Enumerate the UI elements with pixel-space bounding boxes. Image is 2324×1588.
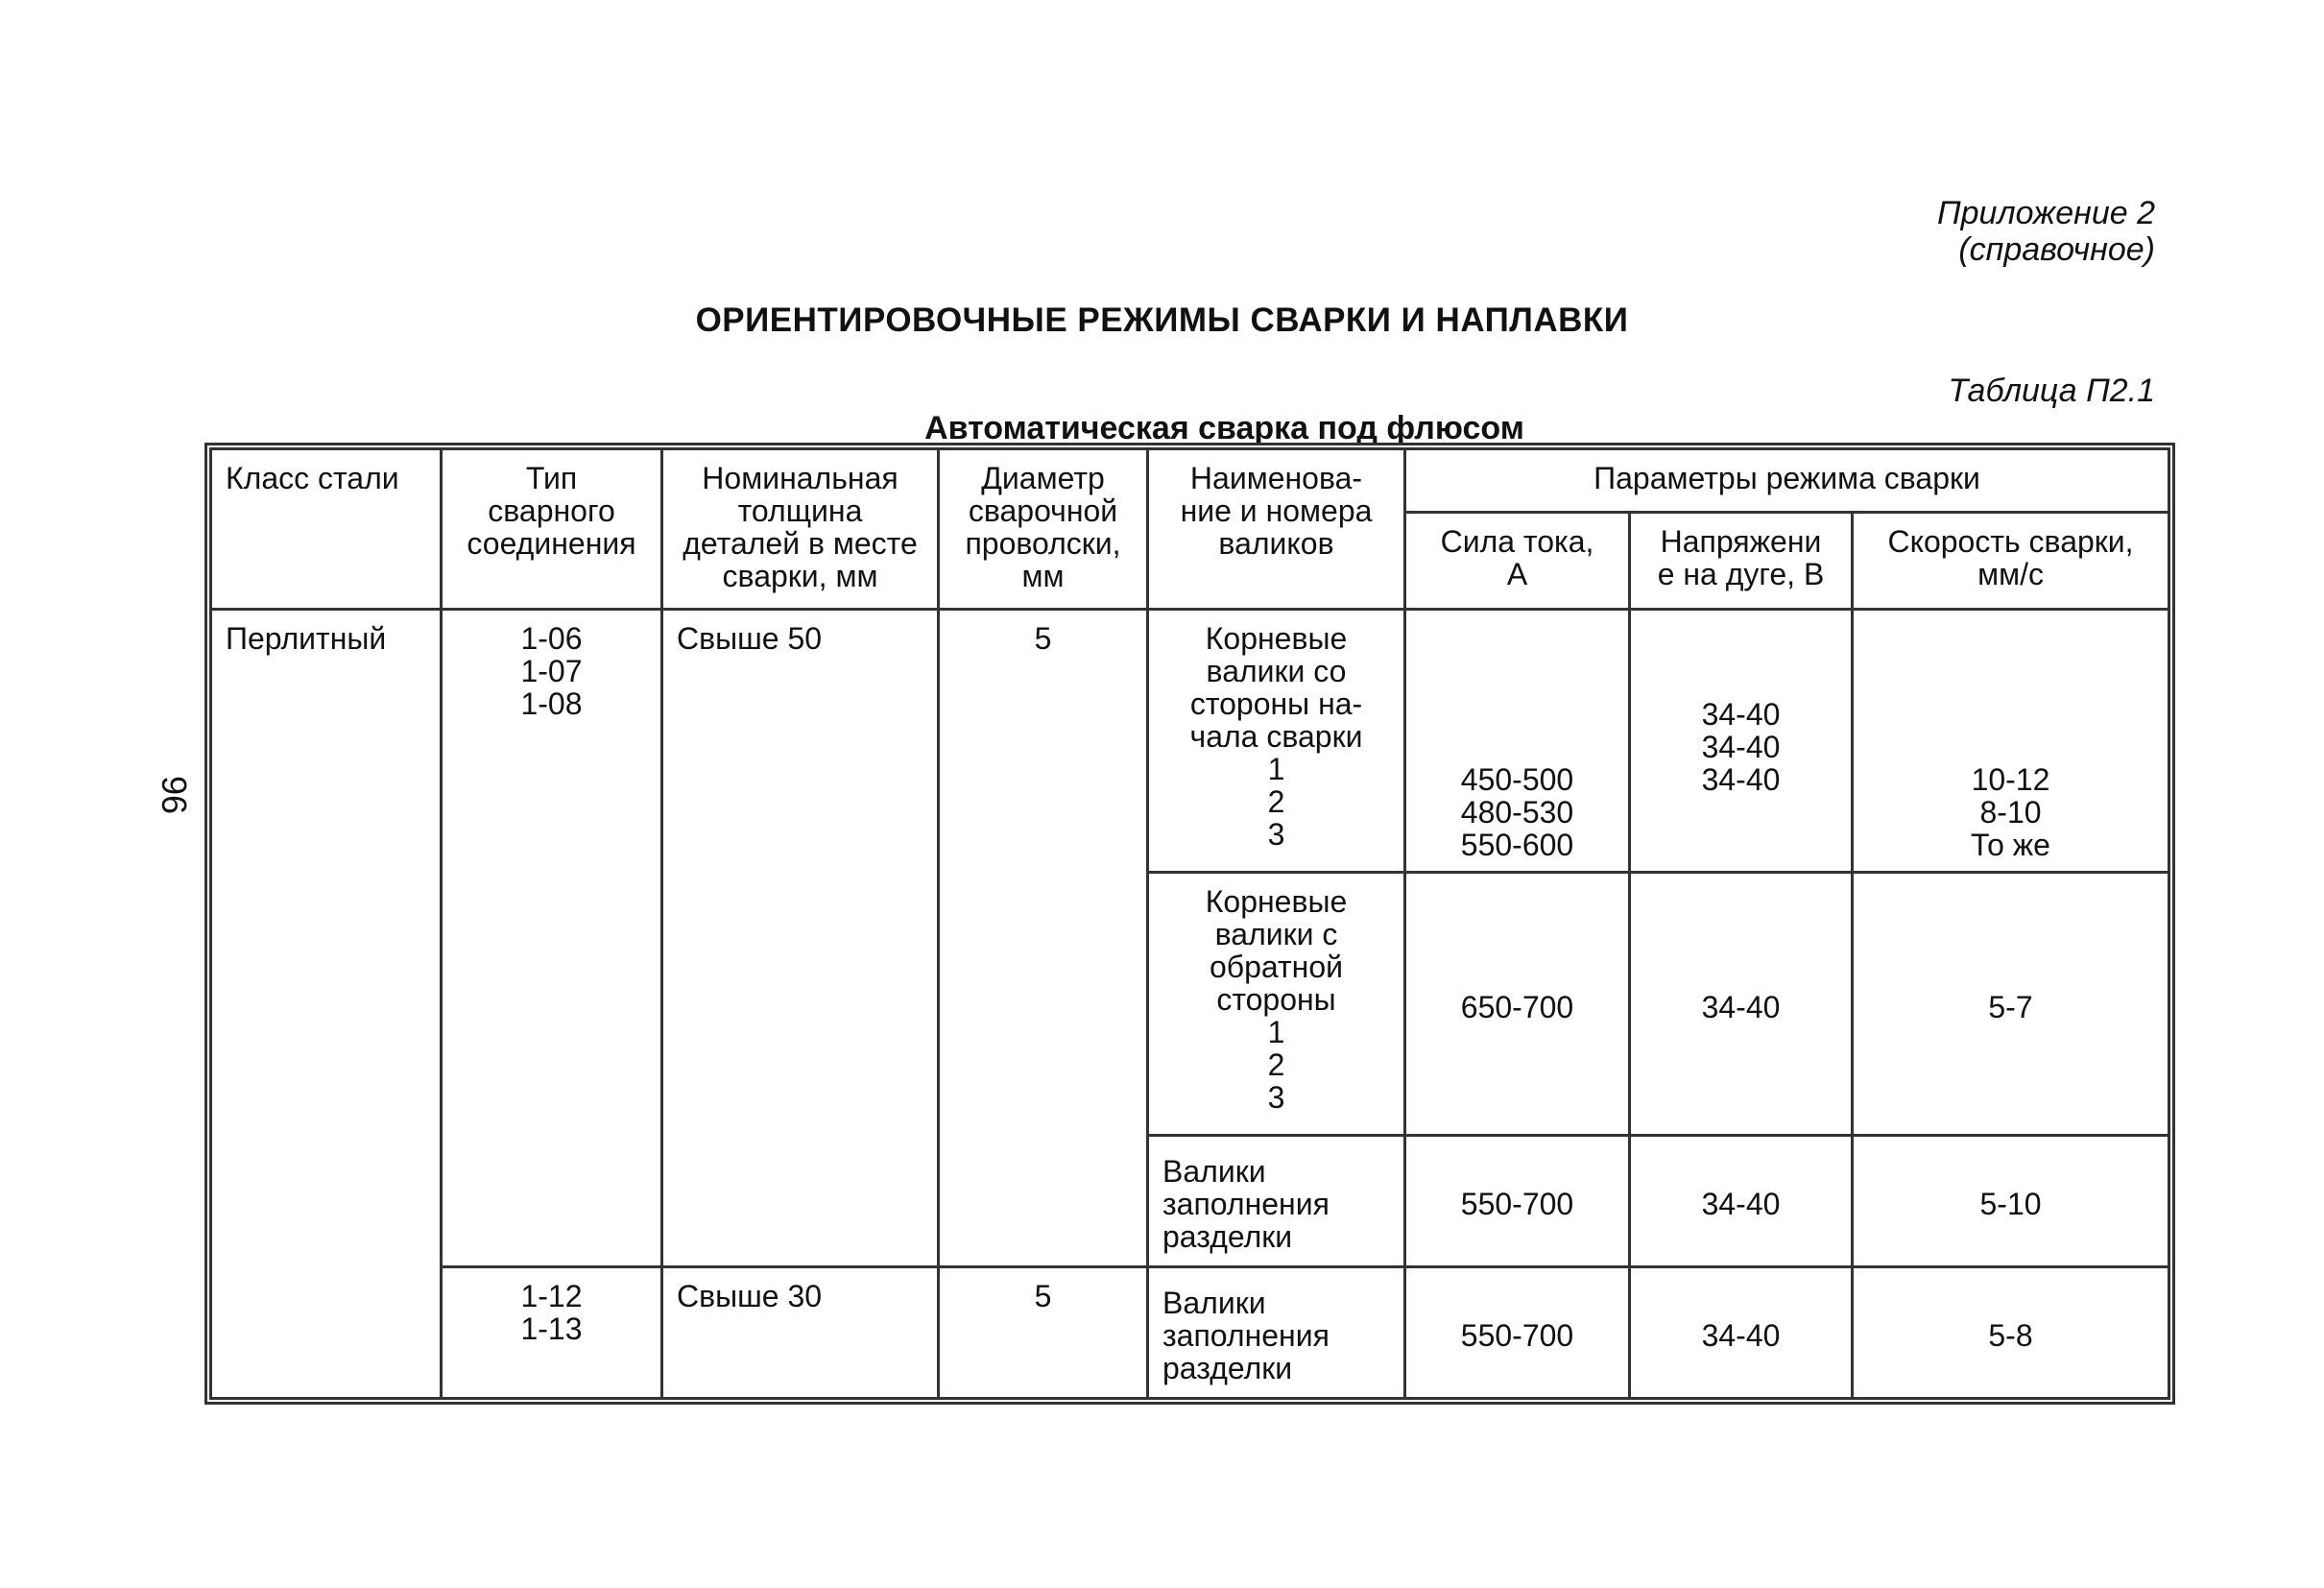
joint-type-cell: 1-06 1-07 1-08 (442, 610, 662, 1267)
voltage-cell: 34-40 (1630, 873, 1853, 1136)
speed-cell: 5-10 (1853, 1136, 2169, 1267)
speed-cell: 5-7 (1853, 873, 2169, 1136)
wire-diameter-cell: 5 (939, 1267, 1148, 1399)
current-cell: 550-700 (1405, 1136, 1630, 1267)
speed-cell: 10-12 8-10 То же (1853, 610, 2169, 873)
current-cell: 650-700 (1405, 873, 1630, 1136)
voltage-cell: 34-40 34-40 34-40 (1630, 610, 1853, 873)
thickness-cell: Свыше 30 (662, 1267, 939, 1399)
bead-name-cell: Корневые валики со стороны на- чала сварки 1 2 3 (1148, 610, 1405, 873)
table-row (211, 610, 2169, 873)
current-cell: 550-700 (1405, 1267, 1630, 1399)
appendix-line-2: (справочное) (1958, 231, 2155, 268)
page-number: 96 (155, 775, 194, 815)
header-wire-diameter: Диаметр сварочной проволски, мм (939, 449, 1148, 610)
header-steel-class: Класс стали (211, 449, 442, 610)
appendix-line-1: Приложение 2 (1937, 195, 2155, 231)
header-current: Сила тока, А (1405, 512, 1630, 609)
header-row-1 (211, 449, 2169, 513)
table-caption: Автоматическая сварка под флюсом (924, 410, 1524, 446)
steel-class-cell: Перлитный (211, 610, 442, 1399)
bead-name-cell: Валики заполнения разделки (1148, 1267, 1405, 1399)
table-row (211, 1267, 2169, 1399)
header-joint-type: Тип сварного соединения (442, 449, 662, 610)
page-title: ОРИЕНТИРОВОЧНЫЕ РЕЖИМЫ СВАРКИ И НАПЛАВКИ (695, 301, 1629, 339)
wire-diameter-cell: 5 (939, 610, 1148, 1267)
voltage-cell: 34-40 (1630, 1136, 1853, 1267)
header-thickness: Номинальная толщина деталей в месте сварки, мм (662, 449, 939, 610)
voltage-cell: 34-40 (1630, 1267, 1853, 1399)
joint-type-cell: 1-12 1-13 (442, 1267, 662, 1399)
welding-modes-table (209, 447, 2170, 1400)
thickness-cell: Свыше 50 (662, 610, 939, 1267)
header-voltage: Напряжени е на дуге, В (1630, 512, 1853, 609)
header-params-group: Параметры режима сварки (1405, 449, 2169, 513)
bead-name-cell: Корневые валики с обратной стороны 1 2 3 (1148, 873, 1405, 1136)
header-speed: Скорость сварки, мм/с (1853, 512, 2169, 609)
appendix-label (1937, 195, 2155, 268)
table-number: Таблица П2.1 (1948, 373, 2155, 409)
current-cell: 450-500 480-530 550-600 (1405, 610, 1630, 873)
bead-name-cell: Валики заполнения разделки (1148, 1136, 1405, 1267)
header-bead-name: Наименова- ние и номера валиков (1148, 449, 1405, 610)
speed-cell: 5-8 (1853, 1267, 2169, 1399)
